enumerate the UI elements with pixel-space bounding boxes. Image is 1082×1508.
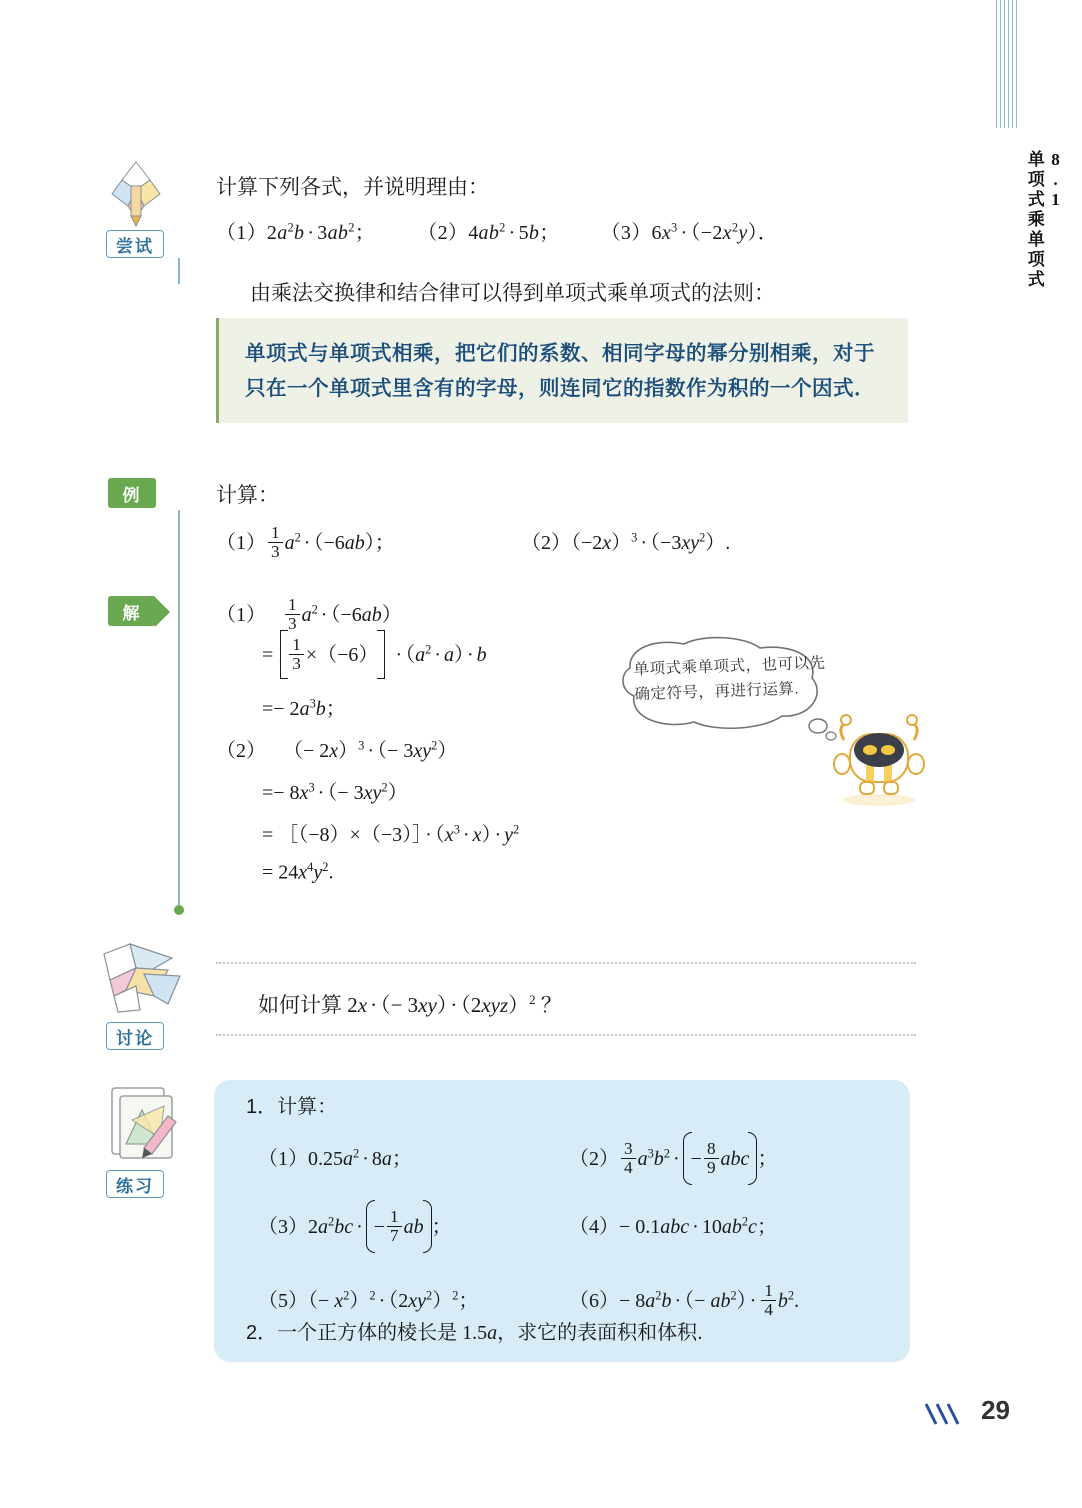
solution-line-6: = ［（−8）×（−3）］ · $(x^3 \cdot x) \cdot y^2$ bbox=[262, 822, 520, 846]
practice-row-1 bbox=[258, 1140, 918, 1208]
practice-item-1: $(1)0.25a^2 \cdot 8a$； bbox=[258, 1146, 412, 1171]
marker-example-label: 例 bbox=[122, 485, 142, 505]
practice-item-4: $(4)- 0.1abc \cdot 10ab^2c$； bbox=[569, 1214, 777, 1239]
practice-q2 bbox=[246, 1318, 906, 1348]
marker-example bbox=[108, 478, 156, 508]
example-item-row bbox=[216, 524, 976, 561]
practice-row-2 bbox=[258, 1208, 918, 1282]
marker-try bbox=[106, 230, 164, 258]
side-tab-number: 8.1 bbox=[1046, 150, 1065, 210]
solution-line-4: （2） （− 2x）$^3$ · （− $3xy^2$） bbox=[216, 738, 458, 762]
page-number-decoration bbox=[924, 1400, 964, 1428]
try-item-3: $(3)6x^3 \cdot (-2x^2y)$． bbox=[600, 220, 779, 244]
practice-item-6: $(6)- 8a^2b$ · （− $ab^2$） · $\frac{1}{4}$ $b^2$. bbox=[569, 1281, 800, 1320]
try-item-2: $(2)4ab^2 \cdot 5b$； bbox=[417, 220, 560, 244]
rule-box bbox=[216, 318, 908, 423]
robot-mascot-icon bbox=[820, 700, 938, 810]
try-item-row bbox=[216, 218, 956, 248]
try-prompt-text: 计算下列各式，并说明理由： bbox=[216, 176, 489, 199]
discuss-question-text: 如何计算 2x · （− $3xy) \cdot (2xyz)^2$ ？ bbox=[258, 992, 562, 1017]
solution-line-5: =− $8x^3$ · （− $3xy^2$） bbox=[262, 780, 408, 804]
try-icon bbox=[98, 160, 174, 232]
example-connector-line bbox=[178, 510, 180, 910]
example-prompt bbox=[216, 480, 916, 512]
solution-line-1: （1） $\frac{1}{3}$ $a^2 \cdot (-6ab)$ bbox=[216, 595, 402, 634]
try-prompt bbox=[216, 172, 916, 204]
side-tab-text bbox=[1024, 150, 1067, 290]
practice-item-2: （2） $\frac{3}{4}$ $a^3b^2$ · − $\frac{8}{9}$ abc ； bbox=[569, 1140, 777, 1177]
solution-line-2: = $\frac{1}{3}$ $\times(-6) \cdot (a^2 \cdot a) \cdot b$ bbox=[216, 636, 856, 692]
marker-solution-label: 解 bbox=[122, 603, 142, 623]
marker-discuss bbox=[106, 1022, 164, 1050]
discuss-divider-bottom bbox=[216, 1034, 916, 1036]
example-items bbox=[216, 524, 976, 561]
example-item-2: $(2)(-2x)^3 \cdot (-3xy^2)$. bbox=[521, 530, 731, 555]
solution-line-7: = $24x^4y^2$. bbox=[262, 860, 334, 884]
thought-bubble bbox=[612, 634, 844, 746]
practice-item-3: $(3)2a^2bc$ · − $\frac{1}{7}$ ab ； bbox=[258, 1208, 564, 1245]
marker-practice-label: 练习 bbox=[116, 1176, 154, 1196]
marker-discuss-label: 讨论 bbox=[116, 1028, 154, 1048]
practice-q2-text: 2．一个正方体的棱长是 1.5a，求它的表面积和体积. bbox=[246, 1322, 703, 1344]
practice-icon bbox=[98, 1082, 188, 1166]
marker-solution bbox=[108, 596, 156, 626]
discuss-divider-top bbox=[216, 962, 916, 964]
discuss-icon bbox=[96, 940, 192, 1018]
example-prompt-text: 计算： bbox=[216, 484, 279, 507]
marker-practice bbox=[106, 1170, 164, 1198]
lead-in-text: 由乘法交换律和结合律可以得到单项式乘单项式的法则： bbox=[250, 282, 775, 305]
marker-try-label: 尝试 bbox=[116, 236, 154, 256]
try-items bbox=[216, 218, 956, 248]
practice-item-5: $(5)(- x^2)^2 \cdot (2xy^2)^2$； bbox=[258, 1288, 479, 1313]
practice-q1-label bbox=[246, 1092, 906, 1122]
lead-in-sentence bbox=[250, 278, 950, 310]
discuss-question bbox=[258, 990, 958, 1022]
section-side-tab bbox=[1020, 0, 1082, 420]
practice-q1-items bbox=[258, 1140, 918, 1344]
try-item-1: $(1)2a^2b \cdot 3ab^2$； bbox=[216, 220, 376, 244]
solution-line-3: =− $2a^3b$； bbox=[262, 696, 346, 720]
try-connector-line bbox=[178, 258, 180, 284]
practice-q1-label-text: 1．计算： bbox=[246, 1096, 338, 1118]
page-number: 29 bbox=[981, 1395, 1010, 1425]
example-item-1: （1） $\frac{1}{3}$ $a^2 \cdot (-6ab)$； bbox=[216, 523, 395, 562]
edge-stripe-decoration bbox=[996, 0, 1018, 128]
side-tab-title: 单项式乘单项式 bbox=[1024, 150, 1044, 290]
rule-box-text: 单项式与单项式相乘，把它们的系数、相同字母的幂分别相乘，对于只在一个单项式里含有的字母，则连同它的指数作为积的一个因式． bbox=[245, 342, 875, 401]
thought-bubble-text: 单项式乘单项式，也可以先确定符号，再进行运算. bbox=[633, 654, 826, 704]
